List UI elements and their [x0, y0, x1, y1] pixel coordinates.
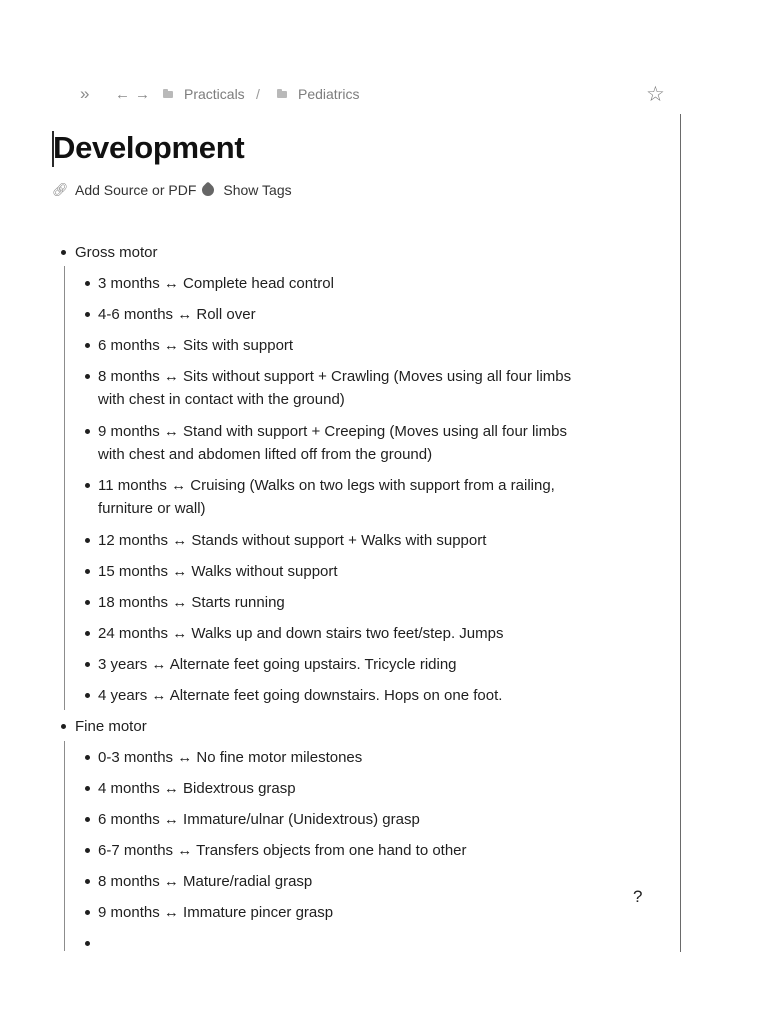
bullet-dot[interactable]	[85, 910, 90, 915]
list-item[interactable]: 4 years ↔ Alternate feet going downstairs. Hops on one foot.	[98, 687, 503, 704]
star-icon[interactable]: ☆	[646, 82, 665, 106]
breadcrumb-separator: /	[256, 86, 260, 102]
help-button[interactable]: ?	[633, 887, 643, 906]
list-item[interactable]: 11 months ↔ Cruising (Walks on two legs with support from a railing,	[98, 477, 555, 494]
folder-icon	[277, 91, 287, 98]
list-item[interactable]: 24 months ↔ Walks up and down stairs two feet/step. Jumps	[98, 625, 504, 642]
top-bar	[0, 80, 768, 108]
bullet-dot[interactable]	[85, 343, 90, 348]
bullet-dot[interactable]	[85, 786, 90, 791]
list-item[interactable]: 6-7 months ↔ Transfers objects from one hand to other	[98, 842, 467, 859]
page-meta-row	[52, 180, 292, 200]
breadcrumb-label: Pediatrics	[298, 86, 360, 102]
list-item[interactable]: 6 months ↔ Immature/ulnar (Unidextrous) grasp	[98, 811, 420, 828]
tag-icon	[200, 182, 217, 199]
list-item[interactable]: 4-6 months ↔ Roll over	[98, 306, 256, 323]
bullet-dot[interactable]	[61, 724, 66, 729]
outline-guide-line	[64, 741, 65, 951]
list-item[interactable]: 9 months ↔ Immature pincer grasp	[98, 904, 334, 921]
list-item-continuation[interactable]: with chest and abdomen lifted off from the ground)	[98, 446, 433, 463]
list-item[interactable]: 8 months ↔ Sits without support + Crawling (Moves using all four limbs	[98, 368, 572, 385]
show-tags-button[interactable]: Show Tags	[223, 182, 292, 198]
bullet-dot[interactable]	[61, 250, 66, 255]
expand-sidebar-icon[interactable]: »	[80, 84, 90, 103]
panel-divider	[680, 114, 681, 952]
breadcrumb-item-practicals[interactable]	[163, 80, 245, 108]
list-item[interactable]: 6 months ↔ Sits with support	[98, 337, 294, 354]
add-source-button[interactable]: Add Source or PDF	[75, 182, 197, 198]
list-item[interactable]: 8 months ↔ Mature/radial grasp	[98, 873, 313, 890]
list-item[interactable]: 0-3 months ↔ No fine motor milestones	[98, 749, 363, 766]
link-icon: 🔗︎	[52, 182, 69, 197]
bullet-dot[interactable]	[85, 941, 90, 946]
bullet-dot[interactable]	[85, 817, 90, 822]
outline-guide-line	[64, 266, 65, 710]
list-item[interactable]: 18 months ↔ Starts running	[98, 594, 285, 611]
bullet-dot[interactable]	[85, 374, 90, 379]
bullet-dot[interactable]	[85, 755, 90, 760]
breadcrumb-label: Practicals	[184, 86, 245, 102]
list-item[interactable]: 3 years ↔ Alternate feet going upstairs. Tricycle riding	[98, 656, 457, 673]
back-arrow-icon[interactable]: ←	[115, 85, 130, 103]
bullet-dot[interactable]	[85, 312, 90, 317]
bullet-dot[interactable]	[85, 879, 90, 884]
bullet-dot[interactable]	[85, 662, 90, 667]
bullet-dot[interactable]	[85, 538, 90, 543]
bullet-dot[interactable]	[85, 429, 90, 434]
bullet-dot[interactable]	[85, 600, 90, 605]
bullet-dot[interactable]	[85, 693, 90, 698]
page-title[interactable]: Development	[53, 130, 245, 165]
list-item[interactable]: 9 months ↔ Stand with support + Creeping (Moves using all four limbs	[98, 423, 567, 440]
forward-arrow-icon[interactable]: →	[135, 85, 150, 103]
list-item[interactable]: 4 months ↔ Bidextrous grasp	[98, 780, 296, 797]
outline-item-fine-motor[interactable]: Fine motor	[75, 718, 147, 735]
bullet-dot[interactable]	[85, 483, 90, 488]
bullet-dot[interactable]	[85, 569, 90, 574]
list-item-continuation[interactable]: furniture or wall)	[98, 500, 206, 517]
breadcrumb-item-pediatrics[interactable]	[277, 80, 359, 108]
list-item[interactable]: 12 months ↔ Stands without support + Walks with support	[98, 532, 487, 549]
list-item[interactable]: 3 months ↔ Complete head control	[98, 275, 334, 292]
folder-icon	[163, 91, 173, 98]
list-item-continuation[interactable]: with chest in contact with the ground)	[98, 391, 345, 408]
list-item[interactable]: 15 months ↔ Walks without support	[98, 563, 338, 580]
bullet-dot[interactable]	[85, 848, 90, 853]
bullet-dot[interactable]	[85, 631, 90, 636]
bullet-dot[interactable]	[85, 281, 90, 286]
outline-item-gross-motor[interactable]: Gross motor	[75, 244, 158, 261]
